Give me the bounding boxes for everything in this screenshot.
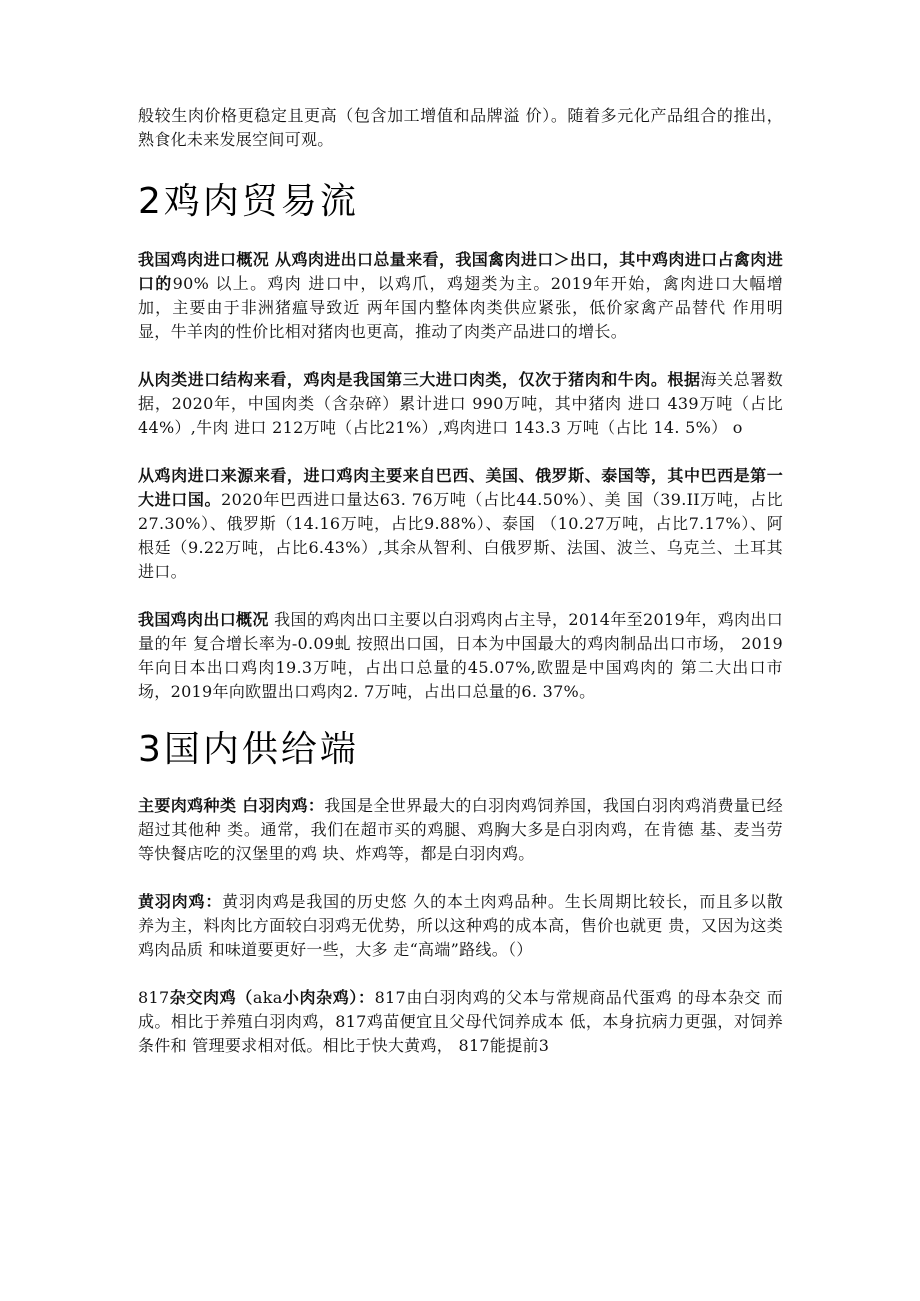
import-structure-paragraph bbox=[138, 368, 783, 440]
export-overview-text: 我国的鸡肉出口主要以白羽鸡肉占主导，2014年至2019年，鸡肉出口量的年 复合增长率为-0.09虬 按照出口国，日本为中国最大的鸡肉制品出口市场， 2019年向日本出口鸡肉19.3万吨，占出口总量的45.07%,欧盟是中国鸡肉的 第二大出口市场，2019年向欧盟出口鸡肉2. 7万吨，占出口总量的6. 37%。 bbox=[138, 610, 783, 701]
section-3-heading: 3国内供给端 bbox=[138, 729, 359, 770]
white-feather-lead: 主要肉鸡种类 白羽肉鸡： bbox=[138, 796, 325, 815]
hybrid-817-lead-2: 小肉杂鸡）： bbox=[282, 988, 375, 1007]
section-2-heading: 2鸡肉贸易流 bbox=[138, 181, 359, 222]
hybrid-817-text: 817由白羽肉鸡的父本与常规商品代蛋鸡 的母本杂交 而成。相比于养殖白羽肉鸡，817鸡苗便宜且父母代饲养成本 低，本身抗病力更强，对饲养条件和 管理要求相对低。相比于快大黄鸡， 817能提前3 bbox=[138, 988, 783, 1055]
document-page bbox=[138, 104, 783, 1058]
import-overview-text: 90% 以上。鸡肉 进口中，以鸡爪，鸡翅类为主。2019年开始，禽肉进口大幅增 加，主要由于非洲猪瘟导致近 两年国内整体肉类供应紧张，低价家禽产品替代 作用明显，牛羊肉的性价比相对猪肉也更高，推动了肉类产品进口的增长。 bbox=[138, 274, 783, 341]
import-overview-lead: 我国鸡肉进口概况 从鸡肉进出口总量来看，我国禽肉进口＞出口，其中鸡肉进口占禽肉进口的 bbox=[138, 250, 783, 293]
hybrid-817-prefix: 817 bbox=[138, 988, 170, 1007]
hybrid-817-lead: 杂交肉鸡（ bbox=[169, 988, 253, 1007]
white-feather-text: 我国是全世界最大的白羽肉鸡饲养国，我国白羽肉鸡消费量已经 超过其他种 类。通常，我们在超市买的鸡腿、鸡胸大多是白羽肉鸡，在肯德 基、麦当劳 等快餐店吃的汉堡里的鸡 块、炸鸡等，都是白羽肉鸡。 bbox=[138, 796, 784, 863]
export-overview-lead: 我国鸡肉出口概况 bbox=[138, 610, 269, 629]
import-structure-text: 海关总署数据，2020年，中国肉类（含杂碎）累计进口 990万吨，其中猪肉 进口 439万吨（占比44%）,牛肉 进口 212万吨（占比21%）,鸡肉进口 143.3 万吨（占比 14. 5%） o bbox=[138, 370, 783, 437]
import-structure-lead: 从肉类进口结构来看，鸡肉是我国第三大进口肉类，仅次于猪肉和牛肉。根据 bbox=[138, 370, 701, 389]
intro-paragraph bbox=[138, 104, 783, 152]
intro-text: 般较生肉价格更稳定且更高（包含加工增值和品牌溢 价）。随着多元化产品组合的推出，熟食化未来发展空间可观。 bbox=[138, 106, 783, 149]
white-feather-paragraph bbox=[138, 794, 783, 866]
export-overview-paragraph bbox=[138, 608, 783, 704]
hybrid-817-aka: aka bbox=[252, 988, 283, 1007]
yellow-feather-lead: 黄羽肉鸡： bbox=[138, 892, 223, 911]
yellow-feather-text: 黄羽肉鸡是我国的历史悠 久的本土肉鸡品种。生长周期比较长，而且多以散 养为主，料肉比方面较白羽鸡无优势，所以这种鸡的成本高，售价也就更 贵，又因为这类鸡肉品质 和味道要更好一些，大多 走“高端”路线。（） bbox=[138, 892, 783, 959]
yellow-feather-paragraph bbox=[138, 890, 783, 962]
hybrid-817-paragraph bbox=[138, 986, 783, 1058]
import-overview-paragraph bbox=[138, 248, 783, 344]
import-source-text: 2020年巴西进口量达63. 76万吨（占比44.50%）、美 国（39.II万吨，占比27.30%）、俄罗斯（14.16万吨，占比9.88%）、泰国 （10.27万吨，占比7.17%）、阿根廷（9.22万吨，占比6.43%）,其余从智利、白俄罗斯、法国、波兰、乌克兰、土耳其进口。 bbox=[138, 490, 783, 581]
import-source-paragraph bbox=[138, 464, 783, 584]
import-source-lead: 从鸡肉进口来源来看，进口鸡肉主要来自巴西、美国、俄罗斯、泰国等，其中巴西是第一大进口国。 bbox=[138, 466, 783, 509]
